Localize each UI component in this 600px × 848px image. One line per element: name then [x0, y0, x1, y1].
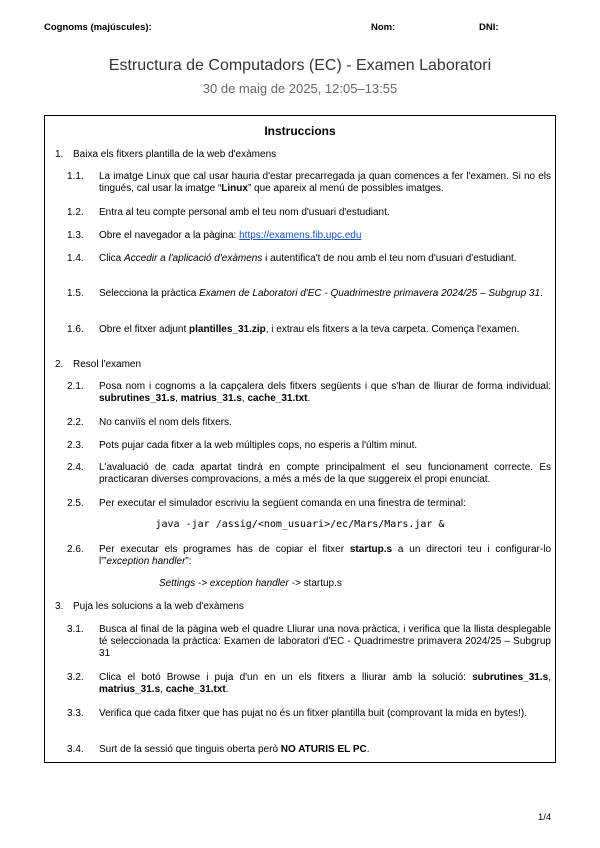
item-text: Obre el fitxer adjunt [99, 324, 190, 335]
settings-path-file: startup.s [300, 578, 342, 589]
item-text: No canviïs el nom dels fitxers. [99, 417, 232, 428]
item-number: 1.2. [67, 207, 84, 218]
item-text: Obre el navegador a la pàgina: [99, 230, 240, 241]
item-text: Pots pujar cada fitxer a la web múltiples cops, no esperis a l'últim minut. [99, 440, 418, 451]
section-number: 2. [55, 359, 64, 370]
section-1 [55, 149, 276, 160]
item-number: 2.1. [67, 381, 84, 392]
item-text: i autentifica't de nou amb el teu nom d'usuari d'estudiant. [262, 253, 517, 264]
command-line: java -jar /assig/<nom_usuari>/ec/Mars/Mars.jar & [155, 519, 445, 530]
exam-date: 30 de maig de 2025, 12:05–13:55 [202, 81, 398, 96]
item-text: L'avaluació de cada apartat tindrà en compte principalment el seu funcionament correcte. Es practicaran diverses comprovacions, a més a més de la que suggereix el propi enunciat. [99, 462, 551, 485]
file-name: subrutines_31.s [99, 393, 176, 404]
section-label: Resol l'examen [73, 359, 142, 370]
name-label: Nom: [371, 22, 396, 33]
dni-label: DNI: [479, 22, 499, 33]
file-name: matrius_31.s [180, 393, 242, 404]
separator: , [241, 393, 248, 404]
section-label: Baixa els fitxers plantilla de la web d'exàmens [73, 149, 277, 160]
item-3-1 [67, 624, 551, 660]
section-number: 3. [55, 601, 64, 612]
item-number: 2.3. [67, 440, 84, 451]
item-number: 2.5. [67, 498, 84, 509]
file-name: matrius_31.s [99, 684, 161, 695]
item-3-3 [67, 708, 551, 720]
item-1-2 [67, 207, 551, 219]
separator: . [225, 684, 229, 695]
item-text: Verifica que cada fitxer que has pujat no és un fitxer plantilla buit (comprovant la mida en bytes!). [99, 708, 528, 719]
item-text: Entra al teu compte personal amb el teu nom d'usuari d'estudiant. [99, 207, 390, 218]
exam-url-link[interactable]: https://examens.fib.upc.edu [239, 230, 362, 241]
item-3-2 [67, 672, 551, 696]
settings-path [159, 578, 342, 589]
instructions-box [44, 115, 556, 763]
item-number: 2.2. [67, 417, 84, 428]
item-text: Per executar els programes has de copiar el fitxer [99, 544, 350, 555]
item-2-4 [67, 462, 551, 486]
item-bold-text: NO ATURIS EL PC [280, 744, 367, 755]
item-text: Clica el botó Browse i puja d'un en un els fitxers a lliurar amb la solució: [99, 672, 473, 683]
item-2-6 [67, 544, 551, 568]
item-bold-text: startup.s [349, 544, 393, 555]
item-number: 2.6. [67, 544, 84, 555]
item-2-2 [67, 417, 551, 429]
item-number: 1.3. [67, 230, 84, 241]
item-italic-text: Accedir a l'aplicació d'exàmens [124, 253, 263, 264]
separator: , [160, 684, 166, 695]
item-text: Posa nom i cognoms a la capçalera dels fitxers següents i que s'han de lliurar de forma individual: [99, 381, 551, 392]
item-number: 1.1. [67, 171, 84, 182]
item-1-6 [67, 324, 551, 336]
file-name: subrutines_31.s [472, 672, 549, 683]
item-italic-text: exception handler [106, 556, 186, 567]
section-label: Puja les solucions a la web d'exàmens [73, 601, 244, 612]
item-text: Busca al final de la pàgina web el quadre Lliurar una nova pràctica, i verifica que la llista desplegable té seleccionada la pràctica: Examen de laboratori d'EC - Quadrimestre primavera 2024/25 – Subgrup 31 [99, 624, 551, 659]
item-text: a un directori teu i configurar-lo l'” [99, 544, 551, 567]
exam-title: Estructura de Computadors (EC) - Examen Laboratori [108, 57, 492, 74]
item-number: 1.5. [67, 288, 84, 299]
item-italic-text: Examen de Laboratori d'EC - Quadrimestre primavera 2024/25 – Subgrup 31 [199, 288, 541, 299]
item-number: 2.4. [67, 462, 84, 473]
surname-label: Cognoms (majúscules): [44, 22, 152, 33]
separator: . [366, 744, 370, 755]
instructions-title: Instruccions [264, 124, 336, 138]
item-text: Surt de la sessió que tinguis oberta però [99, 744, 281, 755]
item-1-3 [67, 230, 551, 242]
separator: , [548, 672, 551, 683]
item-text: ”: [185, 556, 192, 567]
item-bold-text: plantilles_31.zip [189, 324, 266, 335]
item-bold-text: Linux [221, 183, 248, 194]
item-number: 1.6. [67, 324, 84, 335]
section-2 [55, 359, 141, 370]
item-2-5 [67, 498, 551, 510]
item-number: 3.1. [67, 624, 84, 635]
section-3 [55, 601, 244, 612]
item-text: La imatge Linux que cal usar hauria d'estar precarregada ja quan comences a fer l'examen. Si no els tingués, cal usar la imatge “ [99, 171, 551, 194]
item-number: 3.3. [67, 708, 84, 719]
item-1-4 [67, 253, 551, 265]
page-number: 1/4 [538, 812, 552, 823]
item-text: Per executar el simulador escriviu la següent comanda en una finestra de terminal: [99, 498, 466, 509]
item-text: Clica [99, 253, 125, 264]
item-2-3 [67, 440, 551, 452]
item-number: 3.2. [67, 672, 84, 683]
item-text: . [540, 288, 543, 299]
item-number: 1.4. [67, 253, 84, 264]
separator: , [175, 393, 181, 404]
settings-path-italic: Settings -> exception handler -> [159, 578, 301, 589]
item-1-5 [67, 288, 551, 300]
item-1-1 [67, 171, 551, 195]
file-name: cache_31.txt [247, 393, 308, 404]
item-number: 3.4. [67, 744, 84, 755]
item-text: ” que apareix al menú de possibles imatges. [247, 183, 444, 194]
item-text: , i extrau els fitxers a la teva carpeta. Comença l'examen. [265, 324, 520, 335]
file-name: cache_31.txt [165, 684, 226, 695]
item-2-1 [67, 381, 551, 405]
item-text: Selecciona la pràctica [99, 288, 200, 299]
section-number: 1. [55, 149, 64, 160]
item-3-4 [67, 744, 551, 756]
separator: . [307, 393, 311, 404]
